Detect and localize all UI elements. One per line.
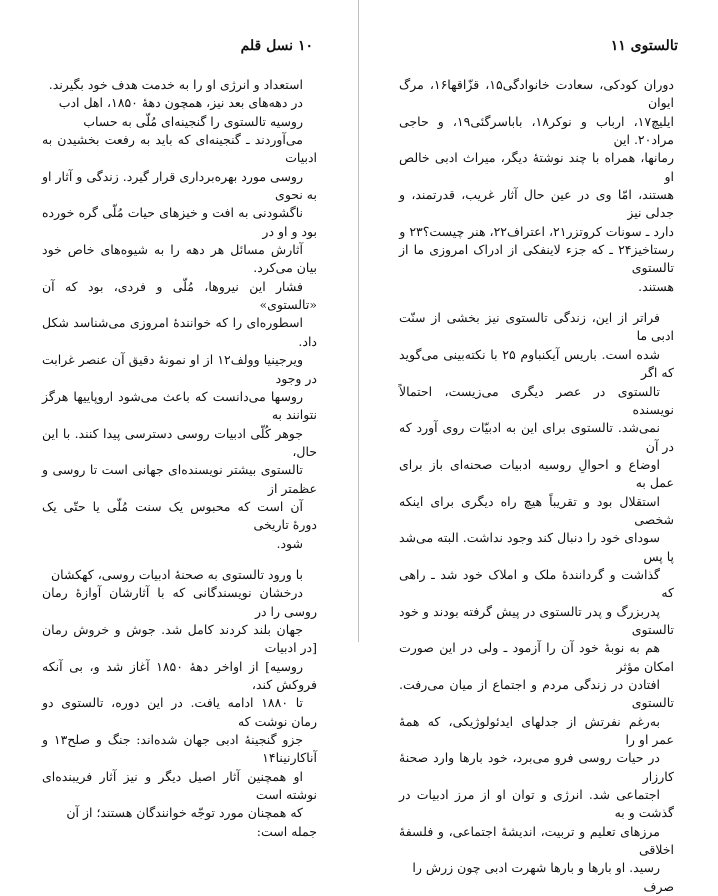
text-line: ایلیچ۱۷، ارباب و نوکر۱۸، باباسرگئی۱۹، و حاجی مراد۲۰. این [399,113,674,148]
text-line: رسید. او بارها و بارها شهرت ادبی چون زرش را صرف [412,860,674,894]
text-line: شده است. باریس آیکنباوم ۲۵ با نکته‌بینی می‌گوید که اگر [399,346,674,381]
text-line: تالستوی بیشتر نویسنده‌ای جهانی است تا روسی و عظمتر از [42,462,317,496]
text-line: روسیه] از اواخر دههٔ ۱۸۵۰ آغاز شد و، بی آنکه فروکش کند، [42,658,317,692]
right-page-header: تالستوی ۱۱ [610,38,678,54]
text-line: افتادن در زندگی مردم و اجتماع از میان می‌رفت. تالستوی [399,677,674,711]
text-line: رستاخیز۲۴ ـ که جزء لاینفکی از ادراک امروزی ما از تالستوی [399,242,674,276]
paragraph [399,76,674,296]
text-line: فشار این نیروها، مُلّی و فردی، بود که آن «تالستوی» [42,278,317,313]
text-line: تالستوی در عصر دیگری می‌زیست، احتمالاً نویسنده [399,383,674,417]
text-line: استعداد و انرژی او را به خدمت هدف خود بگیرند. [48,77,303,92]
text-line: به‌رغم نفرتش از جدلهای ایدئولوژیکی، که همهٔ عمر او را [399,713,674,748]
text-line: نمی‌شد. تالستوی برای این به ادبیّات روی آورد که در آن [399,420,674,454]
text-line: گذاشت و گردانندهٔ ملک و املاک خود شد ـ راهی که [399,566,674,601]
text-line: هستند. [638,278,674,294]
text-line: او همچنین آثار اصیل دیگر و نیز آثار فریبنده‌ای نوشته است [42,768,317,803]
left-page-body [42,76,317,841]
text-line: تا ۱۸۸۰ ادامه یافت. در این دوره، تالستوی دو رمان نوشت که [42,695,317,729]
text-line: پدربزرگ و پدر تالستوی در پیش گرفته بودند و خود تالستوی [399,603,674,637]
right-page [359,0,718,894]
text-line: جزو گنجینهٔ ادبی جهان شده‌اند: جنگ و صلح۱۳ و آناکارنینا۱۴ [42,732,317,766]
text-line: در حیات روسی فرو می‌برد، خود بارها وارد صحنهٔ کارزار [399,750,674,784]
left-page-header: ۱۰ نسل قلم [240,38,313,54]
text-line: دارد ـ سونات کروتزر۲۱، اعتراف۲۲، هنر چیست؟۲۳ و [399,223,674,239]
text-line: جهان بلند کردند کامل شد. جوش و خروش رمان [در ادبیات [42,621,317,656]
text-line: در دهه‌های بعد نیز، همچون دههٔ ۱۸۵۰، اهل ادب [58,95,303,111]
text-line: با ورود تالستوی به صحنهٔ ادبیات روسی، کهکشان [51,566,303,582]
paragraph [42,566,317,841]
text-line: سودای خود را دنبال کند وجود نداشت. البته می‌شد پا پس [399,530,674,564]
text-line: هستند، امّا وی در عین حال آثار غریب، قدرتمند، و جدلی نیز [399,187,674,221]
text-line: آثارش مسائل هر دهه را به شیوه‌های خاص خود بیان می‌کرد. [42,242,317,276]
text-line: فراتر از این، زندگی تالستوی نیز بخشی از سنّت ادبی ما [399,310,674,344]
paragraph [42,94,317,553]
text-line: رمانها، همراه با چند نوشتهٔ دیگر، میراث ادبی خالص او [399,150,674,184]
text-line: دوران کودکی، سعادت خانوادگی۱۵، قزّاقها۱۶، مرگ ایوان [399,77,674,111]
text-line: اسطوره‌ای را که خوانندهٔ امروزی می‌شناسد شکل داد. [42,315,317,349]
right-page-body [399,76,674,896]
text-line: ناگشودنی به افت و خیزهای حیات مُلّی گره خورده بود و او در [42,205,317,239]
text-line: استقلال بود و تقریباً هیچ راه دیگری برای اینکه شخصی [399,493,674,527]
text-line: اوضاع و احوالِ روسیه ادبیات صحنه‌ای باز برای عمل به [399,456,674,491]
text-line: شود. [276,535,303,551]
text-line: مرزهای تعلیم و تربیت، اندیشهٔ اجتماعی، و فلسفهٔ اخلاقی [399,823,674,858]
text-line: روسیه تالستوی را گنجینه‌ای مُلّی به حساب [83,113,303,129]
text-line: که همچنان مورد توجّه خوانندگان هستند؛ از آن جمله است: [66,805,317,839]
text-line: ویرجینیا وولف۱۲ از او نمونهٔ دقیق آن عنصر غرابت در وجود [42,352,317,386]
paragraph [399,309,674,896]
text-line: روسها می‌دانست که باعث می‌شود اروپاییها هرگز نتوانند به [42,388,317,423]
text-line: روسی مورد بهره‌برداری قرار گیرد. زندگی و آثار او به نحوی [42,168,317,203]
text-line: جوهر کُلّی ادبیات روسی دسترسی پیدا کنند. با این حال، [42,425,317,459]
text-line: می‌آوردند ـ گنجینه‌ای که باید به رفعت بخشیدن به ادبیات [42,132,317,166]
text-line: درخشان نویسندگانی که با آثارشان آوازهٔ رمان روسی را در [42,585,317,619]
left-page [0,0,359,839]
text-line: هم به نوبهٔ خود آن را آزمود ـ ولی در این صورت امکان مؤثر [399,640,674,674]
paragraph [42,76,317,94]
text-line: آن است که محبوس یک سنت مُلّی یا حتّی یک دورهٔ تاریخی [42,498,317,533]
text-line: اجتماعی شد. انرژی و توان او از مرز ادبیات در گذشت و به [399,787,674,821]
